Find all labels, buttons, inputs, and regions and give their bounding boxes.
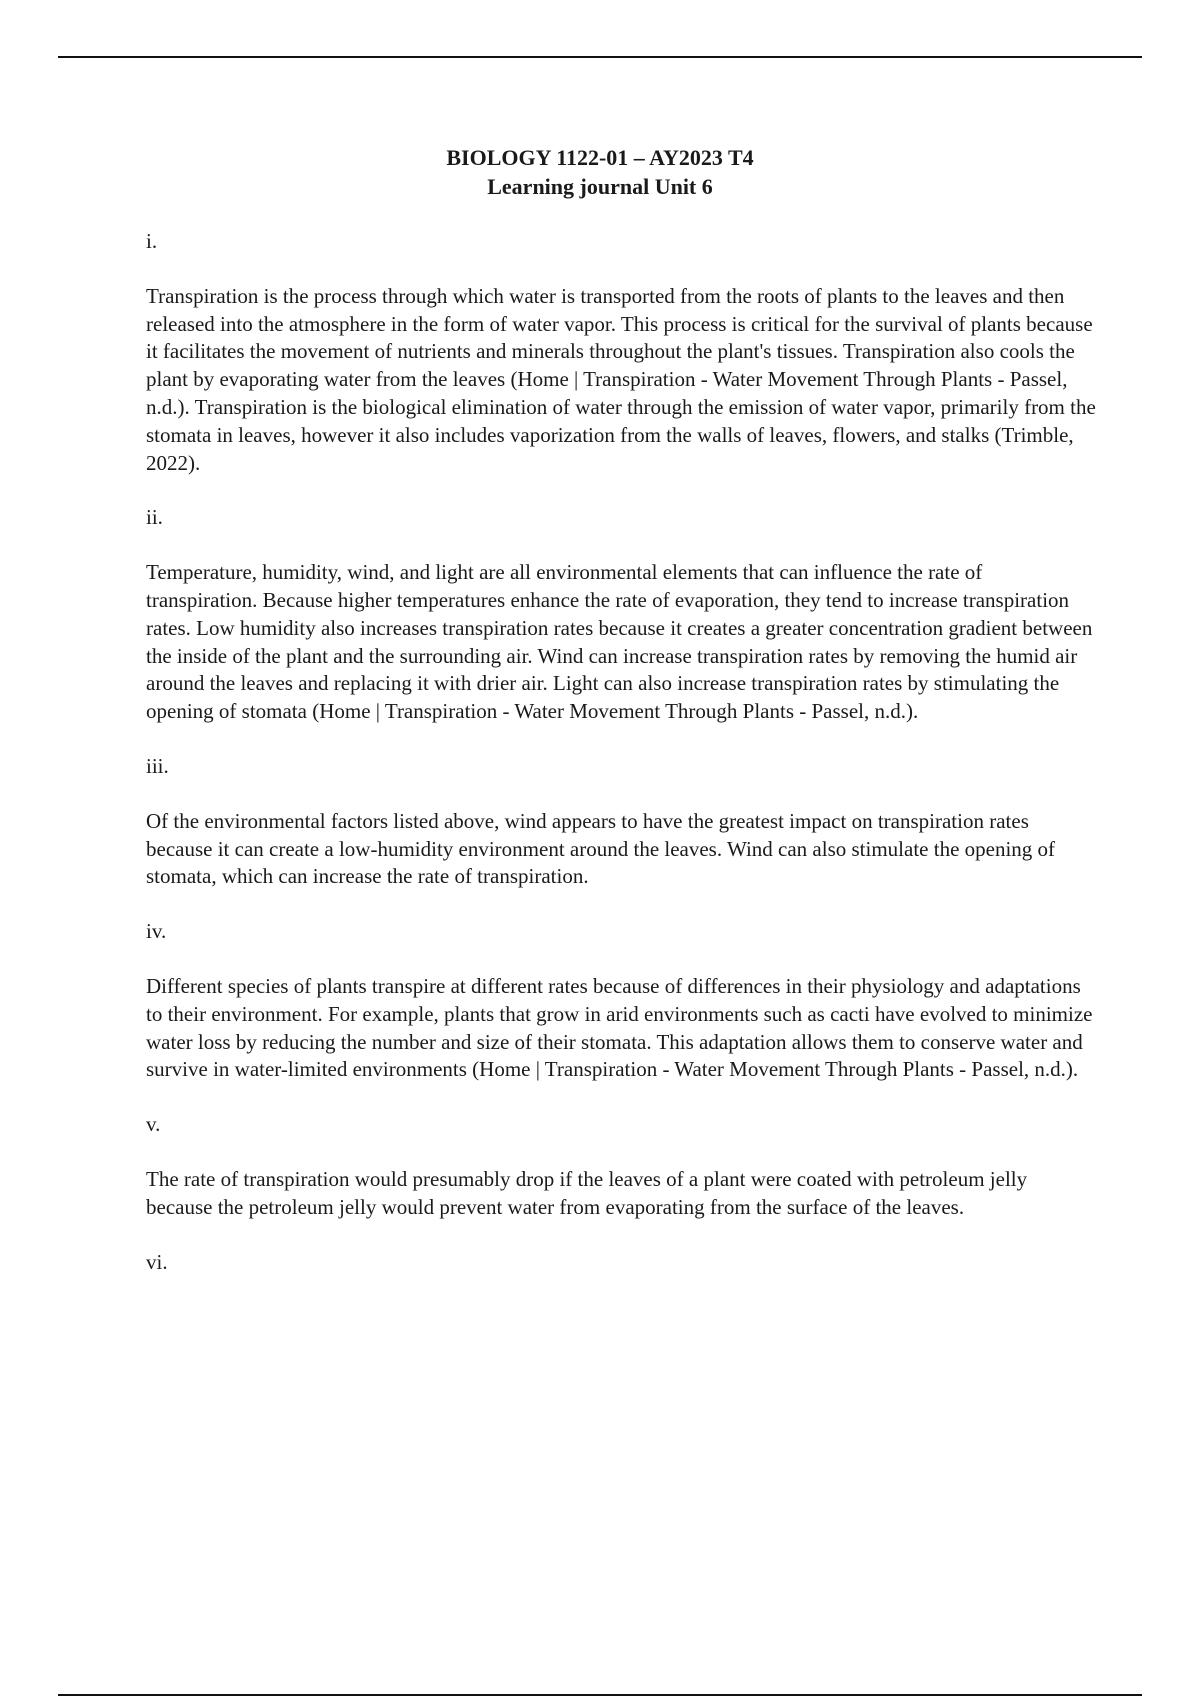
section-paragraph-i: Transpiration is the process through which water is transported from the roots of plants to the leaves and then released into the atmosphere in the form of water vapor. This process is critical for the survival of plants because it facilitates the movement of nutrients and minerals throughout the plant's tissues. Transpiration also cools the plant by evaporating water from the leaves (Home | Transpiration - Water Movement Through Plants - Passel, n.d.). Transpiration is the biological elimination of water through the emission of water vapor, primarily from the stomata in leaves, however it also includes vaporization from the walls of leaves, flowers, and stalks (Trimble, 2022).	[146, 283, 1096, 475]
document-title: BIOLOGY 1122-01 – AY2023 T4	[446, 145, 754, 170]
document-body	[146, 228, 1096, 1303]
document-subtitle: Learning journal Unit 6	[487, 174, 713, 199]
document-header	[0, 143, 1200, 201]
bottom-border-rule	[58, 1694, 1142, 1696]
section-paragraph-iii: Of the environmental factors listed above, wind appears to have the greatest impact on transpiration rates because it can create a low-humidity environment around the leaves. Wind can also stimulate the opening of stomata, which can increase the rate of transpiration.	[146, 808, 1056, 889]
section-marker-iii: iii.	[146, 753, 169, 778]
section-marker-v: v.	[146, 1112, 161, 1137]
section-marker-vi: vi.	[146, 1249, 168, 1274]
section-paragraph-v: The rate of transpiration would presumably drop if the leaves of a plant were coated with petroleum jelly because the petroleum jelly would prevent water from evaporating from the surface of the leaves.	[146, 1166, 1028, 1219]
section-marker-iv: iv.	[146, 919, 167, 944]
section-marker-ii: ii.	[146, 505, 163, 530]
section-paragraph-ii: Temperature, humidity, wind, and light are all environmental elements that can influence the rate of transpiration. Because higher temperatures enhance the rate of evaporation, they tend to increase transpiration rates. Low humidity also increases transpiration rates because it creates a greater concentration gradient between the inside of the plant and the surrounding air. Wind can increase transpiration rates by removing the humid air around the leaves and replacing it with drier air. Light can also increase transpiration rates by stimulating the opening of stomata (Home | Transpiration - Water Movement Through Plants - Passel, n.d.).	[146, 560, 1093, 724]
top-border-rule	[58, 56, 1142, 58]
section-paragraph-iv: Different species of plants transpire at different rates because of differences in their physiology and adaptations to their environment. For example, plants that grow in arid environments such as cacti have evolved to minimize water loss by reducing the number and size of their stomata. This adaptation allows them to conserve water and survive in water-limited environments (Home | Transpiration - Water Movement Through Plants - Passel, n.d.).	[146, 973, 1093, 1082]
section-marker-i: i.	[146, 229, 158, 253]
